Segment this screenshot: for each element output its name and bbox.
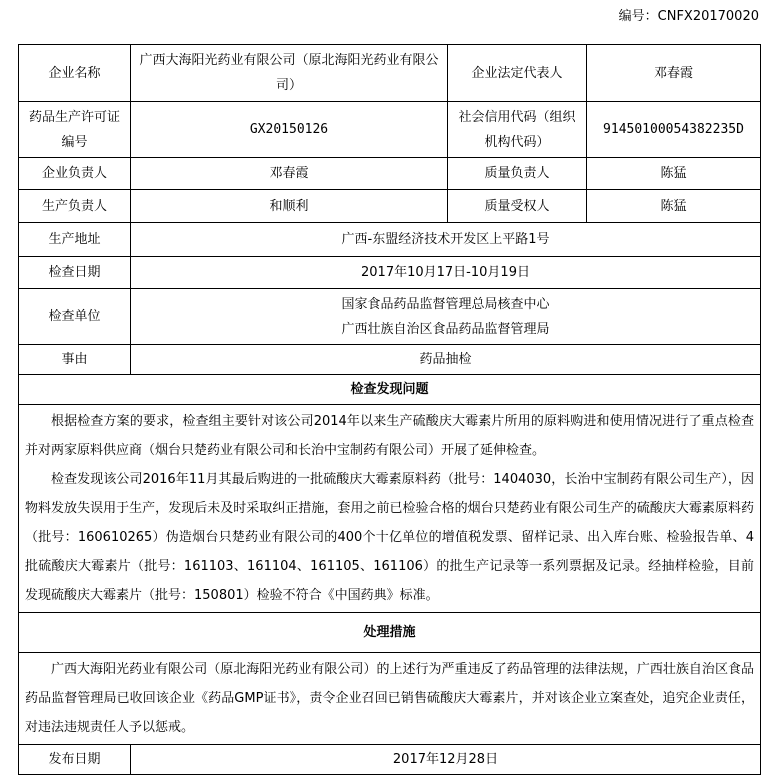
measures-text — [19, 653, 761, 745]
row-company — [19, 45, 761, 102]
qualified-person-value: 陈猛 — [587, 190, 761, 223]
findings-title: 检查发现问题 — [19, 375, 761, 405]
row-measures — [19, 653, 761, 745]
quality-head-value: 陈猛 — [587, 158, 761, 190]
license-label: 药品生产许可证编号 — [19, 102, 131, 158]
row-measures-title — [19, 613, 761, 653]
measures-title: 处理措施 — [19, 613, 761, 653]
inspection-unit-1: 国家食品药品监督管理总局核查中心 — [341, 296, 550, 312]
inspection-unit-2: 广西壮族自治区食品药品监督管理局 — [341, 321, 550, 337]
company-name-value: 广西大海阳光药业有限公司（原北海阳光药业有限公司） — [131, 45, 448, 102]
findings-paragraph-2: 检查发现该公司2016年11月其最后购进的一批硫酸庆大霉素原料药（批号：1404030，长治中宝制药有限公司生产），因物料发放失误用于生产，发现后未及时采取纠正措施，套用之前已检验合格的烟台只楚药业有限公司生产的硫酸庆大霉素原料药（批号：160610265）伪造烟台只楚药业有限公司的400个十亿单位的增值税发票、留样记录、出入库台账、检验报告单、4批硫酸庆大霉素片（批号：161103、161104、161105、161106）的批生产记录等一系列票据及记录。经抽样检验，目前发现硫酸庆大霉素片（批号：150801）检验不符合《中国药典》标准。 — [25, 472, 754, 603]
row-inspection-unit — [19, 289, 761, 345]
reason-label: 事由 — [19, 345, 131, 375]
quality-head-label: 质量负责人 — [448, 158, 587, 190]
inspection-unit-label: 检查单位 — [19, 289, 131, 345]
inspection-date-value: 2017年10月17日-10月19日 — [131, 257, 761, 289]
row-release-date — [19, 745, 761, 775]
company-name-label: 企业名称 — [19, 45, 131, 102]
address-label: 生产地址 — [19, 223, 131, 257]
inspection-table — [18, 44, 761, 775]
credit-code-value: 91450100054382235D — [587, 102, 761, 158]
legal-rep-value: 邓春霞 — [587, 45, 761, 102]
release-date-label: 发布日期 — [19, 745, 131, 775]
measures-paragraph-1: 广西大海阳光药业有限公司（原北海阳光药业有限公司）的上述行为严重违反了药品管理的法律法规，广西壮族自治区食品药品监督管理局已收回该企业《药品GMP证书》，责令企业召回已销售硫酸庆大霉素片，并对该企业立案查处，追究企业责任，对违法违规责任人予以惩戒。 — [25, 662, 754, 735]
legal-rep-label: 企业法定代表人 — [448, 45, 587, 102]
row-production — [19, 190, 761, 223]
document-number: 编号：CNFX20170020 — [618, 9, 759, 24]
row-principal — [19, 158, 761, 190]
release-date-value: 2017年12月28日 — [131, 745, 761, 775]
row-findings-title — [19, 375, 761, 405]
row-findings — [19, 405, 761, 613]
findings-paragraph-1: 根据检查方案的要求，检查组主要针对该公司2014年以来生产硫酸庆大霉素片所用的原料购进和使用情况进行了重点检查并对两家原料供应商（烟台只楚药业有限公司和长治中宝制药有限公司）开展了延伸检查。 — [25, 414, 754, 458]
principal-label: 企业负责人 — [19, 158, 131, 190]
reason-value: 药品抽检 — [131, 345, 761, 375]
inspection-date-label: 检查日期 — [19, 257, 131, 289]
production-head-label: 生产负责人 — [19, 190, 131, 223]
findings-text — [19, 405, 761, 613]
row-address — [19, 223, 761, 257]
row-license — [19, 102, 761, 158]
principal-value: 邓春霞 — [131, 158, 448, 190]
qualified-person-label: 质量受权人 — [448, 190, 587, 223]
license-value: GX20150126 — [131, 102, 448, 158]
row-reason — [19, 345, 761, 375]
inspection-unit-value — [131, 289, 761, 345]
row-inspection-date — [19, 257, 761, 289]
credit-code-label: 社会信用代码（组织机构代码） — [448, 102, 587, 158]
address-value: 广西-东盟经济技术开发区上平路1号 — [131, 223, 761, 257]
production-head-value: 和顺利 — [131, 190, 448, 223]
